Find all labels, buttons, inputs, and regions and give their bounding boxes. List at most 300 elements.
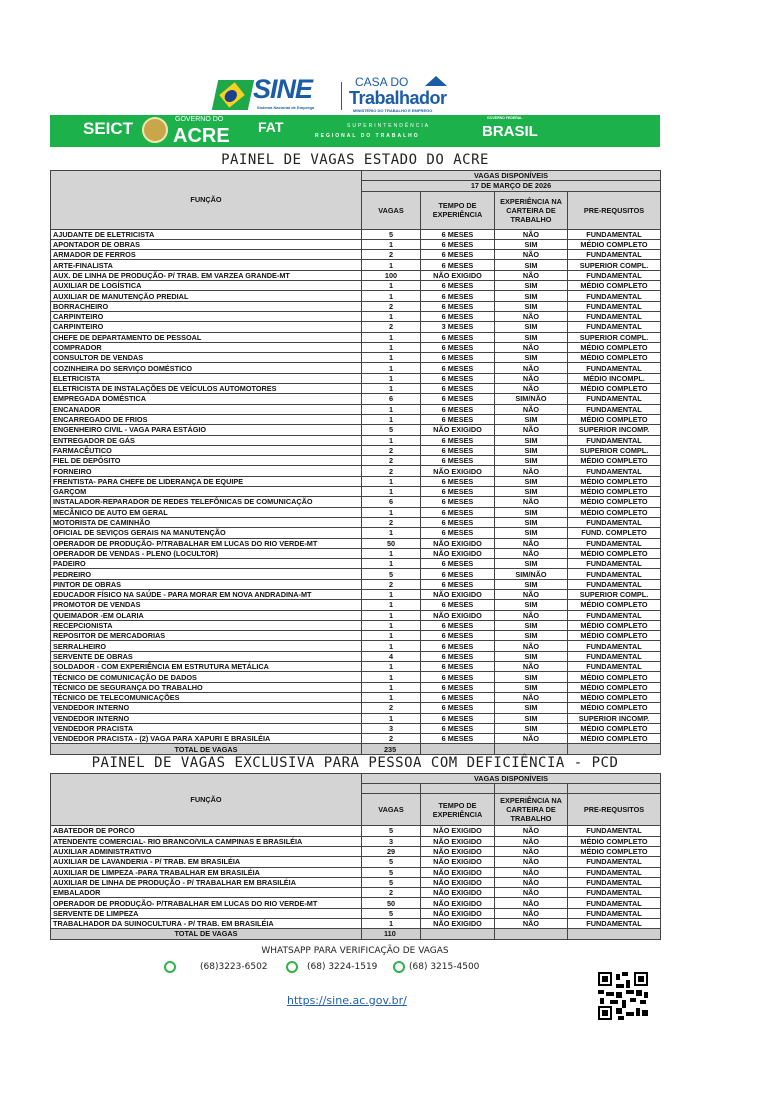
cell-funcao: ATENDENTE COMERCIAL- RIO BRANCO/VILA CAMPINAS E BRASILÉIA — [51, 836, 362, 846]
cell-prerequisitos: MÉDIO INCOMPL. — [568, 373, 661, 383]
footer — [50, 945, 660, 1008]
cell-vagas: 5 — [362, 425, 421, 435]
col-header-vagas: VAGAS — [362, 794, 421, 826]
cell-prerequisitos: FUNDAMENTAL — [568, 559, 661, 569]
cell-funcao: CHEFE DE DEPARTAMENTO DE PESSOAL — [51, 332, 362, 342]
table-row — [51, 281, 661, 291]
cell-experiencia: NÃO — [495, 641, 568, 651]
cell-vagas: 2 — [362, 456, 421, 466]
cell-funcao: SOLDADOR - COM EXPERIÊNCIA EM ESTRUTURA METÁLICA — [51, 662, 362, 672]
cell-funcao: AUXILIAR DE LIMPEZA -PARA TRABALHAR EM BRASILÉIA — [51, 867, 362, 877]
empty-cell — [421, 744, 495, 754]
cell-tempo: 6 MESES — [421, 445, 495, 455]
cell-tempo: 6 MESES — [421, 260, 495, 270]
phone-number[interactable]: (68)3223-6502 — [200, 961, 268, 972]
cell-vagas: 1 — [362, 353, 421, 363]
cell-funcao: AUXILIAR ADMINISTRATIVO — [51, 846, 362, 856]
sine-subtitle: Sistema Nacional de Emprego — [257, 105, 315, 110]
col-header-prerequisitos: PRE-REQUSITOS — [568, 794, 661, 826]
cell-funcao: FARMACÊUTICO — [51, 445, 362, 455]
table-row — [51, 877, 661, 887]
cell-experiencia: NÃO — [495, 919, 568, 929]
cell-funcao: VENDEDOR PRACISTA — [51, 723, 362, 733]
cell-experiencia: NÃO — [495, 497, 568, 507]
cell-tempo: 6 MESES — [421, 476, 495, 486]
cell-prerequisitos: MÉDIO COMPLETO — [568, 672, 661, 682]
page-content — [50, 152, 660, 1008]
cell-vagas: 1 — [362, 919, 421, 929]
cell-prerequisitos: MÉDIO COMPLETO — [568, 600, 661, 610]
cell-vagas: 1 — [362, 291, 421, 301]
table-row — [51, 322, 661, 332]
cell-funcao: EDUCADOR FÍSICO NA SAÚDE - PARA MORAR EM NOVA ANDRADINA-MT — [51, 589, 362, 599]
cell-funcao: TÉCNICO DE COMUNICAÇÃO DE DADOS — [51, 672, 362, 682]
cell-prerequisitos: FUNDAMENTAL — [568, 229, 661, 239]
cell-prerequisitos: FUNDAMENTAL — [568, 579, 661, 589]
cell-prerequisitos: MÉDIO COMPLETO — [568, 723, 661, 733]
total-label: TOTAL DE VAGAS — [51, 929, 362, 939]
cell-experiencia: NÃO — [495, 538, 568, 548]
main-vacancies-table — [50, 170, 661, 755]
cell-prerequisitos: FUNDAMENTAL — [568, 363, 661, 373]
cell-funcao: VENDEDOR INTERNO — [51, 713, 362, 723]
cell-prerequisitos: MÉDIO COMPLETO — [568, 836, 661, 846]
cell-prerequisitos: MÉDIO COMPLETO — [568, 497, 661, 507]
cell-funcao: EMPREGADA DOMÉSTICA — [51, 394, 362, 404]
sine-casa-do-trabalhador-logo — [215, 76, 485, 114]
cell-experiencia: SIM — [495, 579, 568, 589]
cell-tempo: 6 MESES — [421, 456, 495, 466]
cell-experiencia: NÃO — [495, 867, 568, 877]
cell-experiencia: SIM — [495, 723, 568, 733]
cell-prerequisitos: FUNDAMENTAL — [568, 826, 661, 836]
cell-tempo: 6 MESES — [421, 517, 495, 527]
cell-vagas: 1 — [362, 620, 421, 630]
cell-prerequisitos: FUNDAMENTAL — [568, 301, 661, 311]
cell-tempo: 6 MESES — [421, 662, 495, 672]
cell-vagas: 2 — [362, 301, 421, 311]
cell-experiencia: SIM — [495, 456, 568, 466]
cell-prerequisitos: SUPERIOR COMPL. — [568, 332, 661, 342]
cell-vagas: 2 — [362, 322, 421, 332]
table-row — [51, 332, 661, 342]
table-row — [51, 713, 661, 723]
cell-vagas: 6 — [362, 497, 421, 507]
cell-vagas: 2 — [362, 517, 421, 527]
cell-vagas: 50 — [362, 898, 421, 908]
cell-funcao: APONTADOR DE OBRAS — [51, 239, 362, 249]
cell-experiencia: NÃO — [495, 589, 568, 599]
cell-experiencia: NÃO — [495, 857, 568, 867]
cell-funcao: ARMADOR DE FERROS — [51, 250, 362, 260]
table-row — [51, 620, 661, 630]
cell-tempo: NÃO EXIGIDO — [421, 589, 495, 599]
blank-header-cell — [362, 784, 421, 794]
cell-funcao: VENDEDOR INTERNO — [51, 703, 362, 713]
cell-vagas: 50 — [362, 538, 421, 548]
cell-prerequisitos: SUPERIOR COMPL. — [568, 445, 661, 455]
cell-experiencia: NÃO — [495, 384, 568, 394]
cell-funcao: MECÂNICO DE AUTO EM GERAL — [51, 507, 362, 517]
table-row — [51, 497, 661, 507]
cell-prerequisitos: MÉDIO COMPLETO — [568, 682, 661, 692]
ministerio-text: MINISTÉRIO DO TRABALHO E EMPREGO — [353, 108, 433, 113]
cell-vagas: 5 — [362, 867, 421, 877]
brazil-flag-icon — [212, 80, 254, 110]
table-row — [51, 353, 661, 363]
cell-experiencia: NÃO — [495, 250, 568, 260]
cell-funcao: ENGENHEIRO CIVIL - VAGA PARA ESTÁGIO — [51, 425, 362, 435]
governo-do-text: GOVERNO DO — [175, 116, 224, 123]
cell-experiencia: SIM — [495, 281, 568, 291]
table-row — [51, 373, 661, 383]
cell-prerequisitos: FUNDAMENTAL — [568, 610, 661, 620]
blank-header-cell — [495, 784, 568, 794]
cell-prerequisitos: FUNDAMENTAL — [568, 270, 661, 280]
logo-divider — [341, 82, 342, 110]
cell-vagas: 3 — [362, 836, 421, 846]
phone-number[interactable]: (68) 3224-1519 — [307, 961, 378, 972]
cell-vagas: 5 — [362, 877, 421, 887]
cell-vagas: 1 — [362, 332, 421, 342]
cell-experiencia: NÃO — [495, 692, 568, 702]
table-row — [51, 826, 661, 836]
table-row — [51, 404, 661, 414]
table-row — [51, 250, 661, 260]
cell-tempo: 6 MESES — [421, 332, 495, 342]
cell-vagas: 2 — [362, 734, 421, 744]
cell-tempo: 6 MESES — [421, 342, 495, 352]
table-row — [51, 723, 661, 733]
table-row — [51, 466, 661, 476]
cell-tempo: 6 MESES — [421, 435, 495, 445]
cell-funcao: QUEIMADOR -EM OLARIA — [51, 610, 362, 620]
cell-funcao: CARPINTEIRO — [51, 311, 362, 321]
table-row — [51, 908, 661, 918]
qr-code-icon — [598, 972, 648, 1020]
cell-tempo: 6 MESES — [421, 579, 495, 589]
cell-funcao: TÉCNICO DE SEGURANÇA DO TRABALHO — [51, 682, 362, 692]
table-row — [51, 425, 661, 435]
cell-prerequisitos: FUNDAMENTAL — [568, 311, 661, 321]
cell-funcao: ELETRICISTA — [51, 373, 362, 383]
cell-experiencia: NÃO — [495, 311, 568, 321]
regional-text: REGIONAL DO TRABALHO — [315, 133, 420, 139]
cell-tempo: 6 MESES — [421, 692, 495, 702]
cell-experiencia: SIM — [495, 414, 568, 424]
cell-tempo: 6 MESES — [421, 291, 495, 301]
phone-number[interactable]: (68) 3215-4500 — [409, 961, 480, 972]
cell-tempo: NÃO EXIGIDO — [421, 898, 495, 908]
cell-vagas: 1 — [362, 548, 421, 558]
table-row — [51, 270, 661, 280]
cell-vagas: 5 — [362, 826, 421, 836]
cell-tempo: 6 MESES — [421, 250, 495, 260]
cell-tempo: 6 MESES — [421, 363, 495, 373]
cell-funcao: AJUDANTE DE ELETRICISTA — [51, 229, 362, 239]
cell-funcao: CONSULTOR DE VENDAS — [51, 353, 362, 363]
cell-tempo: 6 MESES — [421, 414, 495, 424]
cell-funcao: SERRALHEIRO — [51, 641, 362, 651]
cell-tempo: NÃO EXIGIDO — [421, 610, 495, 620]
cell-vagas: 2 — [362, 703, 421, 713]
cell-tempo: 6 MESES — [421, 723, 495, 733]
cell-prerequisitos: FUNDAMENTAL — [568, 877, 661, 887]
cell-experiencia: SIM — [495, 631, 568, 641]
casa-do-text: CASA DO — [355, 75, 409, 89]
cell-tempo: 6 MESES — [421, 734, 495, 744]
cell-tempo: NÃO EXIGIDO — [421, 548, 495, 558]
table-row — [51, 528, 661, 538]
cell-tempo: 6 MESES — [421, 281, 495, 291]
whatsapp-icon — [393, 961, 405, 973]
cell-experiencia: NÃO — [495, 826, 568, 836]
governo-federal-text: GOVERNO FEDERAL — [487, 116, 523, 120]
cell-experiencia: SIM — [495, 703, 568, 713]
cell-prerequisitos: MÉDIO COMPLETO — [568, 846, 661, 856]
total-label: TOTAL DE VAGAS — [51, 744, 362, 754]
col-header-tempo: TEMPO DE EXPERIÊNCIA — [421, 794, 495, 826]
cell-vagas: 1 — [362, 414, 421, 424]
cell-experiencia: NÃO — [495, 548, 568, 558]
table-row — [51, 579, 661, 589]
empty-cell — [495, 744, 568, 754]
cell-experiencia: SIM/NÃO — [495, 394, 568, 404]
cell-tempo: 6 MESES — [421, 487, 495, 497]
cell-vagas: 1 — [362, 610, 421, 620]
cell-vagas: 2 — [362, 888, 421, 898]
cell-vagas: 1 — [362, 692, 421, 702]
cell-funcao: RECEPCIONISTA — [51, 620, 362, 630]
cell-prerequisitos: FUNDAMENTAL — [568, 322, 661, 332]
table-row — [51, 569, 661, 579]
col-header-experiencia: EXPERIÊNCIA NA CARTEIRA DE TRABALHO — [495, 794, 568, 826]
cell-tempo: 6 MESES — [421, 713, 495, 723]
cell-experiencia: NÃO — [495, 734, 568, 744]
cell-funcao: BORRACHEIRO — [51, 301, 362, 311]
cell-vagas: 1 — [362, 682, 421, 692]
col-header-funcao: FUNÇÃO — [51, 773, 362, 826]
table-row — [51, 703, 661, 713]
cell-vagas: 1 — [362, 672, 421, 682]
cell-funcao: AUX. DE LINHA DE PRODUÇÃO- P/ TRAB. EM VARZEA GRANDE-MT — [51, 270, 362, 280]
cell-prerequisitos: FUNDAMENTAL — [568, 250, 661, 260]
cell-experiencia: NÃO — [495, 229, 568, 239]
cell-experiencia: NÃO — [495, 466, 568, 476]
cell-vagas: 1 — [362, 600, 421, 610]
cell-experiencia: NÃO — [495, 662, 568, 672]
cell-experiencia: SIM — [495, 301, 568, 311]
cell-prerequisitos: MÉDIO COMPLETO — [568, 384, 661, 394]
cell-tempo: NÃO EXIGIDO — [421, 466, 495, 476]
cell-vagas: 1 — [362, 342, 421, 352]
total-row — [51, 744, 661, 754]
cell-prerequisitos: SUPERIOR COMPL. — [568, 260, 661, 270]
trabalhador-text: Trabalhador — [349, 88, 447, 108]
partner-logos-band — [50, 115, 660, 147]
cell-experiencia: NÃO — [495, 425, 568, 435]
table-row — [51, 301, 661, 311]
cell-tempo: 6 MESES — [421, 651, 495, 661]
table-row — [51, 631, 661, 641]
col-header-vagas: VAGAS — [362, 191, 421, 229]
cell-tempo: 6 MESES — [421, 497, 495, 507]
table-row — [51, 456, 661, 466]
cell-prerequisitos: MÉDIO COMPLETO — [568, 239, 661, 249]
cell-vagas: 5 — [362, 857, 421, 867]
cell-experiencia: NÃO — [495, 404, 568, 414]
cell-funcao: AUXILIAR DE LOGÍSTICA — [51, 281, 362, 291]
cell-experiencia: SIM — [495, 353, 568, 363]
cell-vagas: 1 — [362, 487, 421, 497]
cell-experiencia: SIM — [495, 559, 568, 569]
cell-prerequisitos: FUNDAMENTAL — [568, 435, 661, 445]
empty-cell — [568, 929, 661, 939]
table-row — [51, 229, 661, 239]
seict-logo: SEICT — [83, 119, 134, 138]
cell-funcao: COMPRADOR — [51, 342, 362, 352]
cell-vagas: 1 — [362, 476, 421, 486]
cell-experiencia: NÃO — [495, 270, 568, 280]
col-header-tempo: TEMPO DE EXPERIÊNCIA — [421, 191, 495, 229]
table-row — [51, 384, 661, 394]
cell-prerequisitos: FUNDAMENTAL — [568, 404, 661, 414]
cell-funcao: ENCANADOR — [51, 404, 362, 414]
cell-vagas: 1 — [362, 589, 421, 599]
cell-prerequisitos: FUNDAMENTAL — [568, 662, 661, 672]
brasil-logo: BRASIL — [482, 123, 538, 140]
table-row — [51, 548, 661, 558]
cell-tempo: 6 MESES — [421, 682, 495, 692]
cell-vagas: 2 — [362, 250, 421, 260]
table-row — [51, 600, 661, 610]
phone-list — [50, 960, 660, 976]
cell-tempo: 3 MESES — [421, 322, 495, 332]
table-row — [51, 363, 661, 373]
cell-vagas: 1 — [362, 631, 421, 641]
cell-prerequisitos: FUNDAMENTAL — [568, 651, 661, 661]
cell-funcao: INSTALADOR-REPARADOR DE REDES TELEFÔNICAS DE COMUNICAÇÃO — [51, 497, 362, 507]
table-row — [51, 651, 661, 661]
cell-vagas: 1 — [362, 260, 421, 270]
table-row — [51, 846, 661, 856]
total-value: 110 — [362, 929, 421, 939]
cell-tempo: NÃO EXIGIDO — [421, 877, 495, 887]
table-row — [51, 867, 661, 877]
sine-logo-text: SINE — [253, 74, 313, 104]
cell-experiencia: NÃO — [495, 888, 568, 898]
cell-tempo: 6 MESES — [421, 703, 495, 713]
cell-funcao: PADEIRO — [51, 559, 362, 569]
cell-experiencia: SIM — [495, 682, 568, 692]
cell-prerequisitos: FUNDAMENTAL — [568, 919, 661, 929]
cell-vagas: 2 — [362, 466, 421, 476]
cell-experiencia: SIM — [495, 600, 568, 610]
blank-header-cell — [421, 784, 495, 794]
cell-tempo: 6 MESES — [421, 353, 495, 363]
pcd-panel-title: PAINEL DE VAGAS EXCLUSIVA PARA PESSOA COM DEFICIÊNCIA - PCD — [91, 754, 619, 771]
table-row — [51, 672, 661, 682]
fat-logo: FAT — [258, 119, 284, 135]
cell-vagas: 2 — [362, 579, 421, 589]
cell-prerequisitos: FUNDAMENTAL — [568, 466, 661, 476]
cell-prerequisitos: FUNDAMENTAL — [568, 291, 661, 301]
date-header: 17 DE MARÇO DE 2026 — [362, 181, 661, 191]
table-row — [51, 507, 661, 517]
cell-experiencia: SIM — [495, 517, 568, 527]
table-row — [51, 487, 661, 497]
cell-prerequisitos: MÉDIO COMPLETO — [568, 353, 661, 363]
cell-funcao: PROMOTOR DE VENDAS — [51, 600, 362, 610]
cell-funcao: OPERADOR DE PRODUÇÃO- P/TRABALHAR EM LUCAS DO RIO VERDE-MT — [51, 538, 362, 548]
table-row — [51, 291, 661, 301]
cell-funcao: CARPINTEIRO — [51, 322, 362, 332]
cell-prerequisitos: MÉDIO COMPLETO — [568, 620, 661, 630]
sine-website-link[interactable]: https://sine.ac.gov.br/ — [287, 993, 407, 1007]
cell-tempo: NÃO EXIGIDO — [421, 538, 495, 548]
cell-prerequisitos: FUNDAMENTAL — [568, 888, 661, 898]
table-row — [51, 857, 661, 867]
cell-experiencia: NÃO — [495, 610, 568, 620]
table-row — [51, 538, 661, 548]
cell-vagas: 1 — [362, 528, 421, 538]
cell-prerequisitos: SUPERIOR INCOMP. — [568, 713, 661, 723]
cell-funcao: ENTREGADOR DE GÁS — [51, 435, 362, 445]
cell-vagas: 1 — [362, 281, 421, 291]
cell-funcao: FIEL DE DEPÓSITO — [51, 456, 362, 466]
cell-vagas: 5 — [362, 569, 421, 579]
cell-prerequisitos: MÉDIO COMPLETO — [568, 548, 661, 558]
cell-tempo: 6 MESES — [421, 394, 495, 404]
cell-funcao: OFICIAL DE SEVIÇOS GERAIS NA MANUTENÇÃO — [51, 528, 362, 538]
cell-funcao: VENDEDOR PRACISTA - (2) VAGA PARA XAPURI E BRASILÉIA — [51, 734, 362, 744]
cell-experiencia: NÃO — [495, 342, 568, 352]
cell-experiencia: SIM — [495, 487, 568, 497]
cell-funcao: PINTOR DE OBRAS — [51, 579, 362, 589]
table-row — [51, 414, 661, 424]
cell-tempo: 6 MESES — [421, 528, 495, 538]
cell-experiencia: NÃO — [495, 836, 568, 846]
cell-tempo: 6 MESES — [421, 384, 495, 394]
cell-tempo: 6 MESES — [421, 373, 495, 383]
table-row — [51, 239, 661, 249]
acre-logo: ACRE — [173, 125, 230, 147]
table-row — [51, 517, 661, 527]
cell-tempo: 6 MESES — [421, 672, 495, 682]
cell-tempo: 6 MESES — [421, 620, 495, 630]
cell-experiencia: SIM — [495, 332, 568, 342]
cell-funcao: PEDREIRO — [51, 569, 362, 579]
cell-vagas: 1 — [362, 311, 421, 321]
table-row — [51, 445, 661, 455]
cell-experiencia: SIM — [495, 322, 568, 332]
cell-funcao: FORNEIRO — [51, 466, 362, 476]
cell-prerequisitos: MÉDIO COMPLETO — [568, 631, 661, 641]
table-row — [51, 898, 661, 908]
table-row — [51, 311, 661, 321]
cell-funcao: ABATEDOR DE PORCO — [51, 826, 362, 836]
table-row — [51, 260, 661, 270]
cell-prerequisitos: MÉDIO COMPLETO — [568, 507, 661, 517]
table-row — [51, 641, 661, 651]
table-row — [51, 589, 661, 599]
cell-prerequisitos: FUNDAMENTAL — [568, 641, 661, 651]
cell-vagas: 5 — [362, 908, 421, 918]
cell-vagas: 1 — [362, 435, 421, 445]
total-row — [51, 929, 661, 939]
cell-funcao: ARTE-FINALISTA — [51, 260, 362, 270]
cell-tempo: NÃO EXIGIDO — [421, 908, 495, 918]
